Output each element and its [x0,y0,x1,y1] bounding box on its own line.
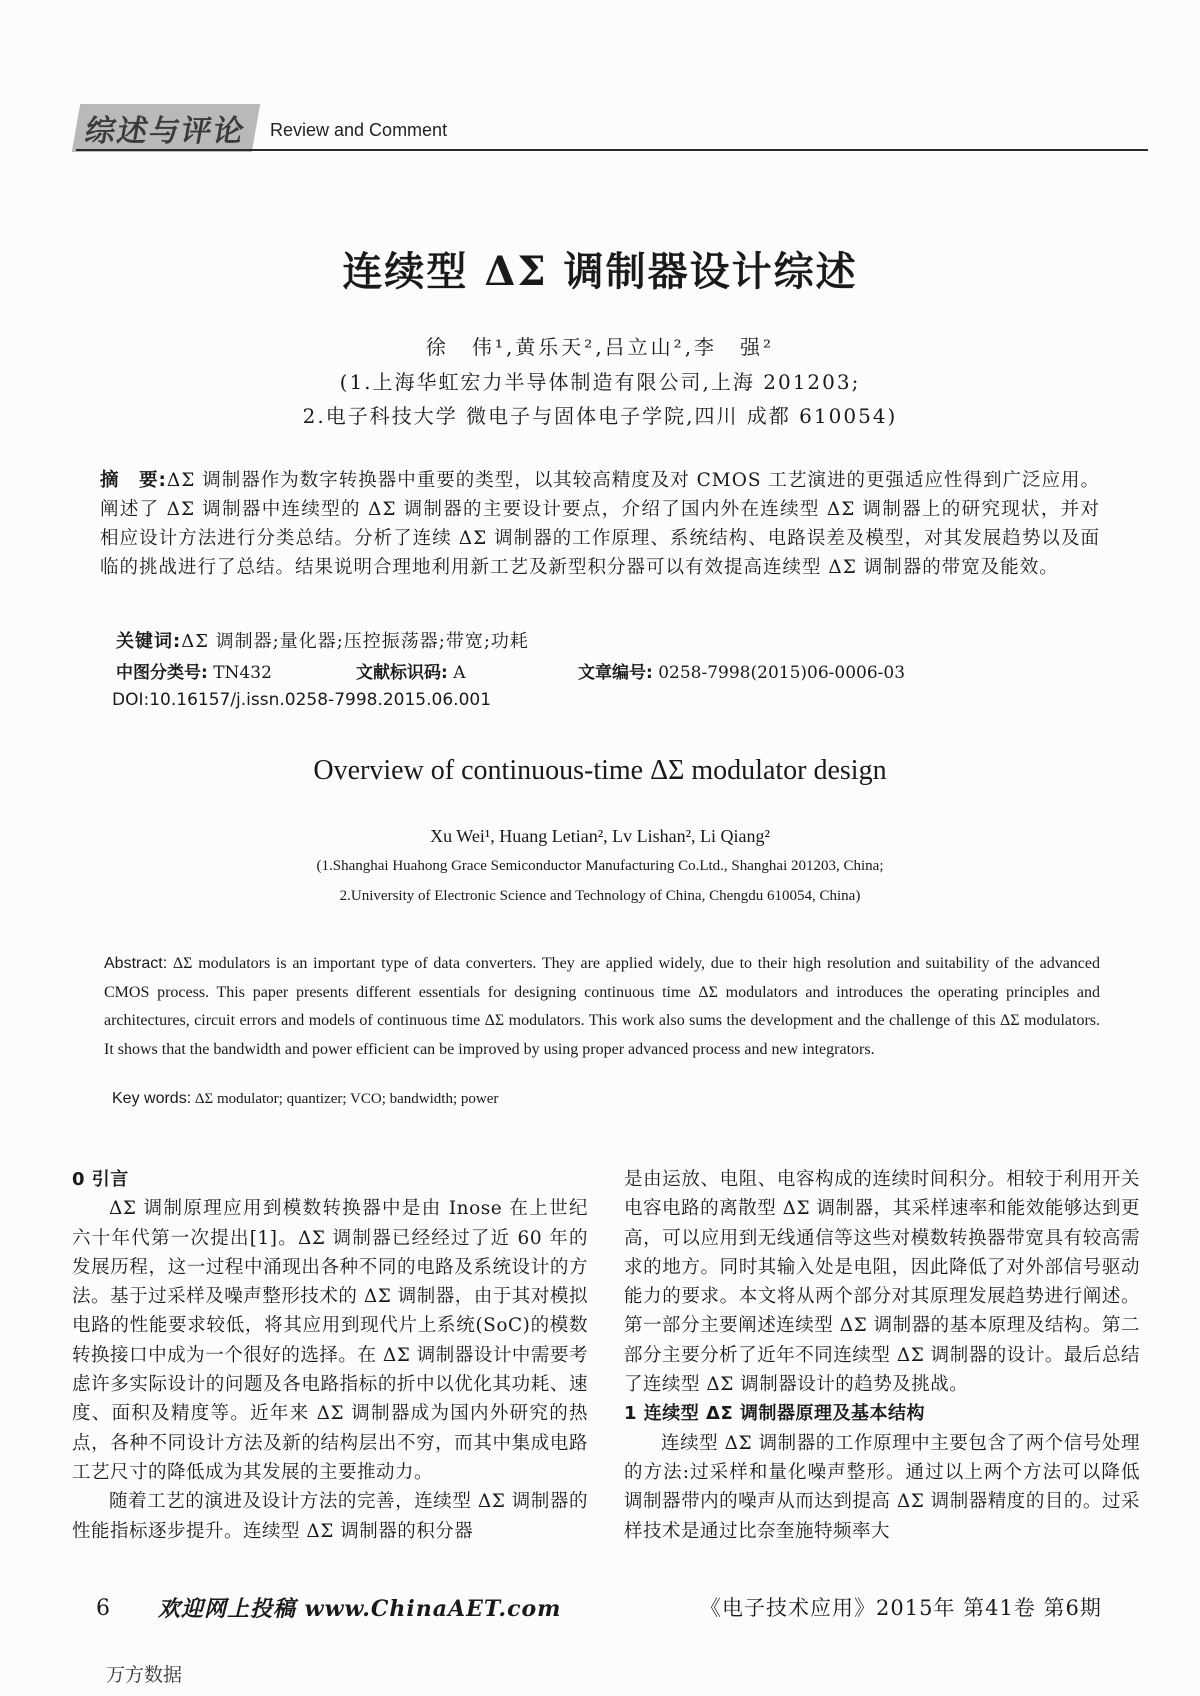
column-title-en: Review and Comment [270,120,448,140]
abstract-cn [100,466,1100,582]
section-heading-0: 0 引言 [72,1169,129,1190]
clc-label: 中图分类号: [116,663,208,683]
paper-title-en: Overview of continuous-time ΔΣ modulator design [313,755,887,786]
article-number-value: 0258-7998(2015)06-0006-03 [658,663,906,683]
affiliation-cn-1: (1.上海华虹宏力半导体制造有限公司,上海 201203; [339,370,861,394]
authors-en: Xu Wei¹, Huang Letian², Lv Lishan², Li Qiang² [430,826,770,846]
abstract-cn-text: ΔΣ 调制器作为数字转换器中重要的类型，以其较高精度及对 CMOS 工艺演进的更强适应性得到广泛应用。阐述了 ΔΣ 调制器中连续型的 ΔΣ 调制器的主要设计要点，介绍了国内外在连续型 ΔΣ 调制器上的研究现状，并对相应设计方法进行分类总结。分析了连续 ΔΣ 调制器的工作原理、系统结构、电路误差及模型，对其发展趋势以及面临的挑战进行了总结。结果说明合理地利用新工艺及新型积分器可以有效提高连续型 ΔΣ 调制器的带宽及能效。 [100,470,1100,578]
paper-title-cn: 连续型 ΔΣ 调制器设计综述 [342,248,858,295]
doc-code-field [356,658,466,683]
body-column-right [624,1165,1140,1546]
keywords-cn-text: ΔΣ 调制器;量化器;压控振荡器;带宽;功耗 [181,631,529,652]
clc-field [116,658,272,683]
body-column-left [72,1165,588,1546]
column-banner: 综述与评论 [72,104,260,152]
abstract-en [104,950,1100,1064]
keywords-cn [116,627,1116,653]
article-number-label: 文章编号: [578,663,653,683]
watermark: 万方数据 [106,1664,183,1686]
section-heading-1: 1 连续型 ΔΣ 调制器原理及基本结构 [624,1403,926,1425]
affiliation-en-1: (1.Shanghai Huahong Grace Semiconductor Manufacturing Co.Ltd., Shanghai 201203, China; [316,858,884,874]
affiliation-cn-2: 2.电子科技大学 微电子与固体电子学院,四川 成都 610054) [302,404,898,428]
keywords-en [112,1090,498,1108]
body-paragraph: 连续型 ΔΣ 调制器的工作原理中主要包含了两个信号处理的方法:过采样和量化噪声整形。通过以上两个方法可以降低调制器带内的噪声从而达到提高 ΔΣ 调制器精度的目的。过采样技术是通过比奈奎施特频率大 [624,1432,1140,1542]
page-number: 6 [96,1596,110,1621]
keywords-cn-label: 关键词: [116,631,182,652]
keywords-en-label: Key words: [112,1090,192,1107]
affiliation-en-2: 2.University of Electronic Science and Technology of China, Chengdu 610054, China) [339,888,861,904]
header-rule [76,149,1148,151]
abstract-en-label: Abstract: [104,955,168,972]
abstract-cn-label: 摘 要: [100,470,167,491]
abstract-en-text: ΔΣ modulators is an important type of data converters. They are applied widely, due to their high resolution and suitability of the advanced CMOS process. This paper presents different essentials for designing continuous time ΔΣ modulators and introduces the operating principles and architectures, circuit errors and models of continuous time ΔΣ modulators. This work also sums the development and the challenge of this ΔΣ modulators. It shows that the bandwidth and power efficient can be improved by using proper advanced process and new integrators. [104,955,1101,1058]
clc-value: TN432 [213,663,272,683]
article-number-field [578,658,905,683]
body-paragraph: ΔΣ 调制原理应用到模数转换器中是由 Inose 在上世纪六十年代第一次提出[1]。ΔΣ 调制器已经经过了近 60 年的发展历程，这一过程中涌现出各种不同的电路及系统设计的方法。基于过采样及噪声整形技术的 ΔΣ 调制器，由于其对模拟电路的性能要求较低，将其应用到现代片上系统(SoC)的模数转换接口中成为一个很好的选择。在 ΔΣ 调制器设计中需要考虑许多实际设计的问题及各电路指标的折中以优化其功耗、速度、面积及精度等。近年来 ΔΣ 调制器成为国内外研究的热点，各种不同设计方法及新的结构层出不穷，而其中集成电路工艺尺寸的降低成为其发展的主要推动力。 [72,1198,588,1483]
doc-code-label: 文献标识码: [356,663,448,683]
authors-cn: 徐 伟¹,黄乐天²,吕立山²,李 强² [425,335,775,359]
body-paragraph: 是由运放、电阻、电容构成的连续时间积分。相较于利用开关电容电路的离散型 ΔΣ 调制器，其采样速率和能效能够达到更高，可以应用到无线通信等这些对模数转换器带宽具有较高需求的地方。同时其输入处是电阻，因此降低了对外部信号驱动能力的要求。本文将从两个部分对其原理发展趋势进行阐述。第一部分主要阐述连续型 ΔΣ 调制器的基本原理及结构。第二部分主要分析了近年不同连续型 ΔΣ 调制器的设计。最后总结了连续型 ΔΣ 调制器设计的趋势及挑战。 [624,1169,1140,1396]
body-paragraph: 随着工艺的演进及设计方法的完善，连续型 ΔΣ 调制器的性能指标逐步提升。连续型 ΔΣ 调制器的积分器 [72,1491,588,1542]
doc-code-value: A [453,663,466,683]
footer-journal: 《电子技术应用》2015年 第41卷 第6期 [700,1596,1102,1620]
doi: DOI:10.16157/j.issn.0258-7998.2015.06.001 [112,690,492,710]
footer-submission: 欢迎网上投稿 www.ChinaAET.com [158,1596,562,1622]
keywords-en-text: ΔΣ modulator; quantizer; VCO; bandwidth; power [194,1091,499,1107]
